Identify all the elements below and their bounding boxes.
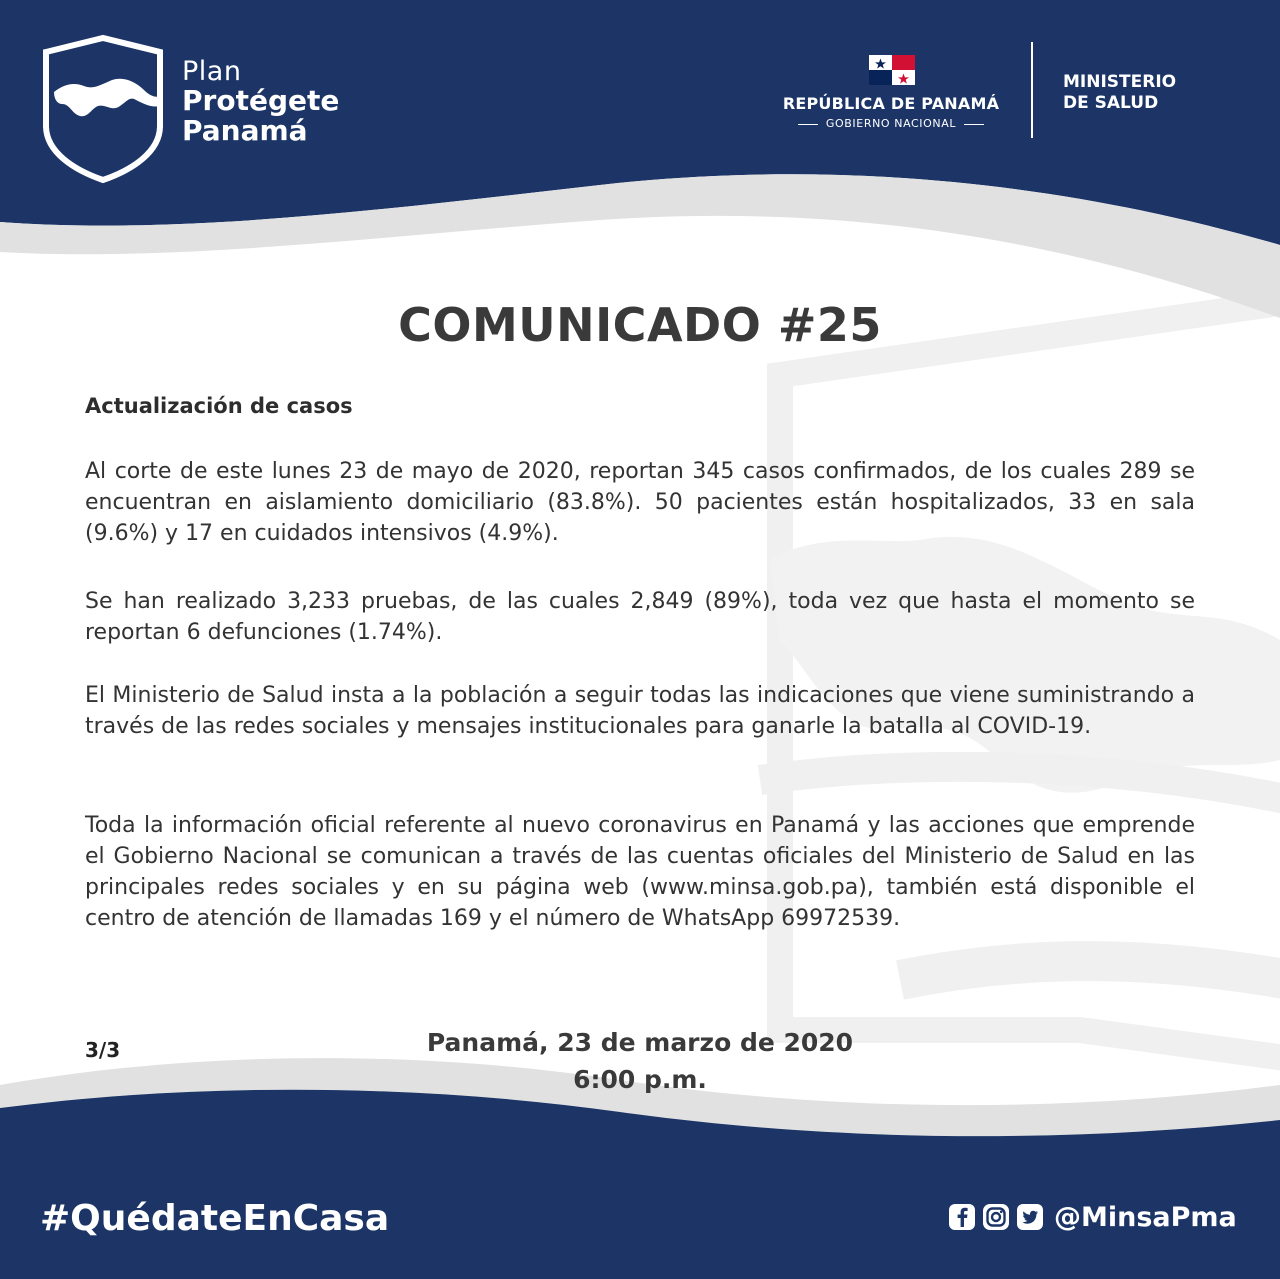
- plan-line3: Panamá: [182, 114, 308, 147]
- section-heading: Actualización de casos: [85, 394, 353, 418]
- plan-protegete-logo-text: [182, 58, 339, 145]
- ministry-name: [1063, 72, 1176, 114]
- page-indicator: 3/3: [85, 1038, 121, 1062]
- ministry-line1: MINISTERIO: [1063, 72, 1177, 92]
- watermark-swoosh: [760, 767, 1280, 800]
- communique-title: COMUNICADO #25: [398, 298, 882, 352]
- dateline: [0, 1024, 1280, 1098]
- social-handle: @MinsaPma: [1054, 1201, 1237, 1233]
- facebook-icon[interactable]: [948, 1203, 976, 1231]
- paragraph-ministry-appeal: El Ministerio de Salud insta a la población a seguir todas las indicaciones que viene suministrando a través de las redes sociales y mensajes institucionales para ganarle la batalla al COVID-19.: [85, 683, 1195, 739]
- header-divider: [1031, 42, 1033, 138]
- government-subtitle-text: GOBIERNO NACIONAL: [825, 117, 957, 130]
- ministry-line2: DE SALUD: [1063, 93, 1159, 113]
- panama-flag-icon: [869, 55, 915, 85]
- paragraph-official-info: Toda la información oficial referente al nuevo coronavirus en Panamá y las acciones que emprende el Gobierno Nacional se comunican a través de las cuentas oficiales del Ministerio de Salud en las principales redes sociales y en su página web (www.minsa.gob.pa), también está disponible el centro de atención de llamadas 169 y el número de WhatsApp 69972539.: [85, 813, 1195, 931]
- instagram-icon[interactable]: [982, 1203, 1010, 1231]
- twitter-icon[interactable]: [1016, 1203, 1044, 1231]
- watermark-swoosh-2: [900, 961, 1280, 980]
- government-subtitle: [760, 117, 1022, 130]
- dateline-time: 6:00 p.m.: [573, 1065, 707, 1094]
- hashtag: #QuédateEnCasa: [40, 1198, 390, 1239]
- social-handles: [948, 1200, 1237, 1234]
- dateline-place-date: Panamá, 23 de marzo de 2020: [426, 1028, 854, 1057]
- paragraph-tests: Se han realizado 3,233 pruebas, de las cuales 2,849 (89%), toda vez que hasta el momento se reportan 6 defunciones (1.74%).: [85, 589, 1195, 645]
- paragraph-cases: Al corte de este lunes 23 de mayo de 2020, reportan 345 casos confirmados, de los cuales 289 se encuentran en aislamiento domiciliario (83.8%). 50 pacientes están hospitalizados, 33 en sala (9.6%) y 17 en cuidados intensivos (4.9%).: [85, 459, 1195, 546]
- plan-line1: Plan: [182, 56, 242, 87]
- plan-line2: Protégete: [182, 84, 340, 117]
- republic-title: REPÚBLICA DE PANAMÁ: [782, 94, 1000, 113]
- shield-logo-icon: [40, 34, 166, 184]
